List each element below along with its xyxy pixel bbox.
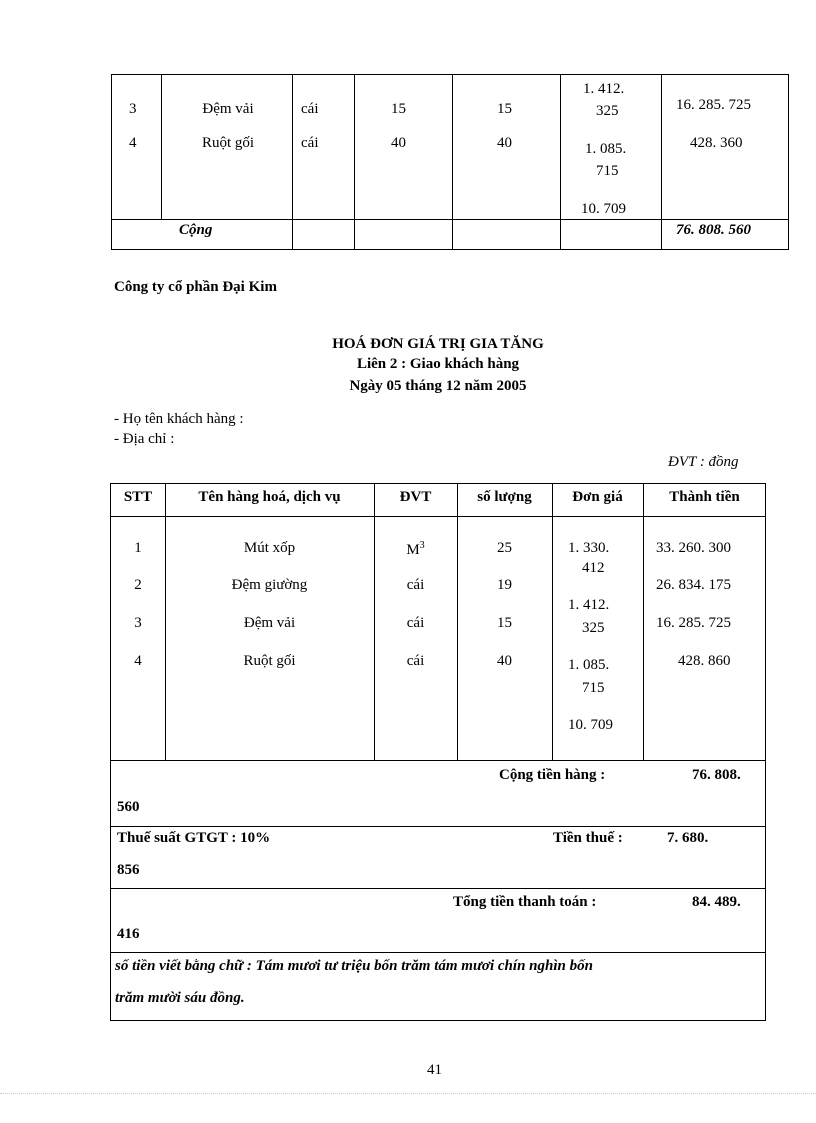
row-stt: 4 bbox=[129, 135, 137, 151]
grand-total-value-cont: 416 bbox=[117, 926, 140, 942]
header-item-name: Tên hàng hoá, dịch vụ bbox=[198, 489, 341, 505]
unit-price-line: 1. 412. bbox=[568, 597, 610, 613]
vat-value: 7. 680. bbox=[667, 830, 709, 846]
unit-price-line: 325 bbox=[582, 620, 605, 636]
row-amount: 33. 260. 300 bbox=[656, 540, 731, 556]
grand-total-label: Tổng tiền thanh toán : bbox=[453, 894, 597, 910]
row-qty: 40 bbox=[497, 653, 512, 669]
row-amount: 428. 360 bbox=[690, 135, 743, 151]
header-quantity: số lượng bbox=[477, 489, 532, 505]
invoice-table bbox=[110, 483, 766, 1021]
total-value: 76. 808. 560 bbox=[676, 222, 751, 238]
header-unit-price: Đơn giá bbox=[572, 489, 623, 505]
customer-name-label: - Họ tên khách hàng : bbox=[114, 411, 244, 427]
row-qty: 40 bbox=[391, 135, 406, 151]
unit-price-line: 10. 709 bbox=[568, 717, 613, 733]
header-unit: ĐVT bbox=[399, 489, 432, 505]
row-amount: 428. 860 bbox=[678, 653, 731, 669]
vat-rate: Thuế suất GTGT : 10% bbox=[117, 830, 271, 846]
row-stt: 1 bbox=[134, 540, 142, 556]
row-price-part2: 325 bbox=[596, 103, 619, 119]
row-name: Ruột gối bbox=[201, 135, 255, 151]
row-unit: cái bbox=[301, 135, 319, 151]
row-qty-actual: 40 bbox=[497, 135, 512, 151]
vat-value-cont: 856 bbox=[117, 862, 140, 878]
subtotal-label: Cộng tiền hàng : bbox=[499, 767, 606, 783]
vat-label: Tiền thuế : bbox=[553, 830, 623, 846]
row-qty: 15 bbox=[497, 615, 512, 631]
row-stt: 2 bbox=[134, 577, 142, 593]
address-label: - Địa chỉ : bbox=[114, 431, 175, 447]
row-amount: 26. 834. 175 bbox=[656, 577, 731, 593]
row-name: Đệm giường bbox=[231, 577, 308, 593]
page-number: 41 bbox=[427, 1062, 442, 1078]
row-name: Ruột gối bbox=[243, 653, 296, 669]
row-stt: 3 bbox=[134, 615, 142, 631]
row-unit: cái bbox=[301, 101, 319, 117]
row-unit: cái bbox=[406, 615, 425, 631]
grand-total-value: 84. 489. bbox=[692, 894, 741, 910]
row-amount: 16. 285. 725 bbox=[676, 97, 751, 113]
row-unit: cái bbox=[406, 653, 425, 669]
subtotal-value-cont: 560 bbox=[117, 799, 140, 815]
unit-price-line: 715 bbox=[582, 680, 605, 696]
row-price-part1: 1. 085. bbox=[585, 141, 627, 157]
invoice-title: HOÁ ĐƠN GIÁ TRỊ GIA TĂNG bbox=[332, 336, 544, 352]
row-stt: 3 bbox=[129, 101, 137, 117]
header-amount: Thành tiền bbox=[669, 489, 740, 505]
row-name: Đệm vải bbox=[202, 101, 254, 117]
row-amount: 16. 285. 725 bbox=[656, 615, 731, 631]
row-qty: 15 bbox=[391, 101, 406, 117]
row-qty: 19 bbox=[497, 577, 512, 593]
unit-price-line: 412 bbox=[582, 560, 605, 576]
row-qty: 25 bbox=[497, 540, 512, 556]
row-unit: cái bbox=[406, 577, 425, 593]
amount-in-words-line1: số tiền viết bằng chữ : Tám mươi tư triệu bốn trăm tám mươi chín nghìn bốn bbox=[115, 958, 593, 974]
company-name: Công ty cổ phần Đại Kim bbox=[114, 279, 277, 295]
invoice-copy: Liên 2 : Giao khách hàng bbox=[356, 356, 520, 372]
subtotal-value: 76. 808. bbox=[692, 767, 741, 783]
row-price-part1: 1. 412. bbox=[583, 81, 625, 97]
extra-price: 10. 709 bbox=[581, 201, 626, 217]
unit-price-line: 1. 330. bbox=[568, 540, 610, 556]
invoice-date: Ngày 05 tháng 12 năm 2005 bbox=[349, 378, 527, 394]
row-price-part2: 715 bbox=[596, 163, 619, 179]
row-name: Đệm vải bbox=[243, 615, 296, 631]
header-stt: STT bbox=[123, 489, 153, 505]
row-name: Mút xốp bbox=[243, 540, 296, 556]
currency-unit-note: ĐVT : đồng bbox=[668, 454, 739, 470]
total-label: Cộng bbox=[179, 222, 213, 238]
row-stt: 4 bbox=[134, 653, 142, 669]
amount-in-words-line2: trăm mười sáu đồng. bbox=[115, 990, 245, 1006]
row-qty-actual: 15 bbox=[497, 101, 512, 117]
page-bottom-divider bbox=[0, 1093, 816, 1094]
unit-price-line: 1. 085. bbox=[568, 657, 610, 673]
row-unit: $M^3$ bbox=[406, 540, 425, 558]
previous-table bbox=[111, 74, 789, 250]
